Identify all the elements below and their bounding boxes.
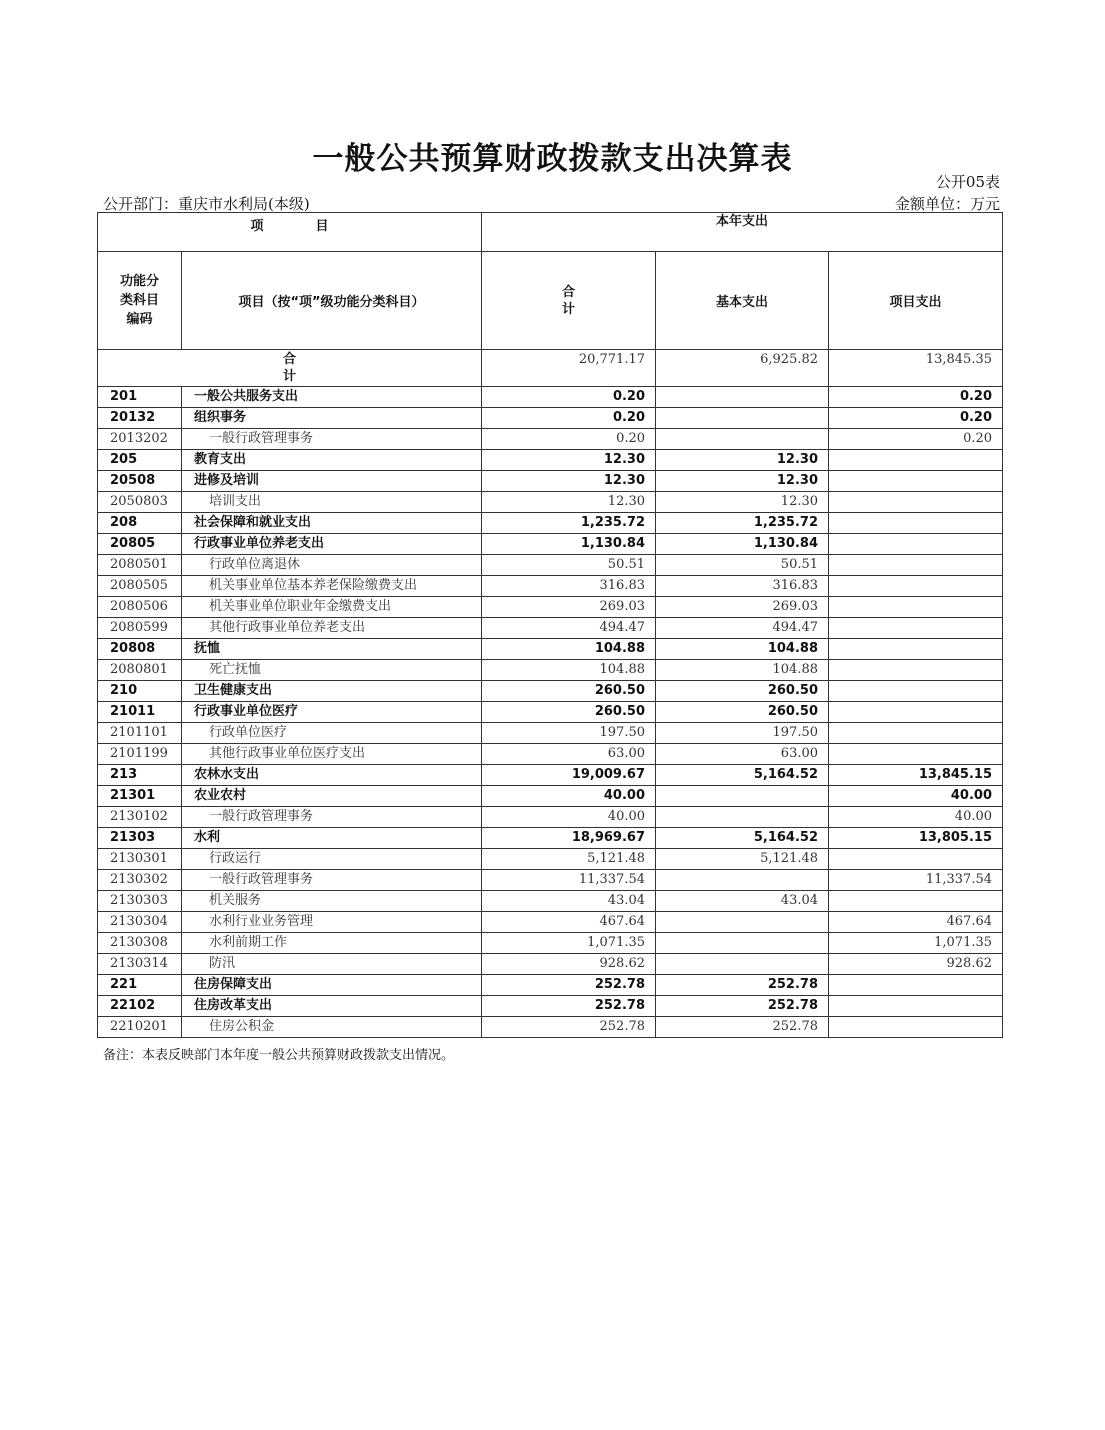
row-project: 40.00	[829, 786, 1003, 807]
row-name: 农林水支出	[182, 765, 482, 786]
amount-unit-label: 金额单位：万元	[894, 195, 1000, 213]
row-project	[829, 597, 1003, 618]
table-row	[98, 870, 1003, 891]
row-project	[829, 723, 1003, 744]
row-project: 13,845.15	[829, 765, 1003, 786]
row-basic: 104.88	[656, 660, 829, 681]
row-name: 其他行政事业单位医疗支出	[182, 744, 482, 765]
row-name: 一般行政管理事务	[182, 807, 482, 828]
table-row	[98, 618, 1003, 639]
row-project	[829, 555, 1003, 576]
row-total: 260.50	[482, 681, 656, 702]
header-this-year	[482, 213, 1003, 252]
row-code: 2101199	[98, 744, 182, 765]
row-code: 2013202	[98, 429, 182, 450]
table-row	[98, 429, 1003, 450]
table-row	[98, 723, 1003, 744]
row-code: 2130304	[98, 912, 182, 933]
row-total: 50.51	[482, 555, 656, 576]
row-project	[829, 975, 1003, 996]
row-code: 2080501	[98, 555, 182, 576]
expenditure-table	[97, 212, 1003, 1038]
row-total: 40.00	[482, 786, 656, 807]
row-basic: 252.78	[656, 996, 829, 1017]
row-code: 2080599	[98, 618, 182, 639]
header-basic-label: 基本支出	[716, 295, 769, 310]
row-project: 0.20	[829, 387, 1003, 408]
table-row	[98, 765, 1003, 786]
header-total	[482, 252, 656, 350]
row-total: 40.00	[482, 807, 656, 828]
row-basic	[656, 912, 829, 933]
header-name-label: 项目（按“项”级功能分类科目）	[238, 295, 425, 310]
row-basic	[656, 870, 829, 891]
row-total: 1,071.35	[482, 933, 656, 954]
row-total: 43.04	[482, 891, 656, 912]
table-row	[98, 849, 1003, 870]
row-total: 316.83	[482, 576, 656, 597]
total-label: 合计	[282, 352, 296, 384]
header-project-label: 项 目	[250, 219, 329, 234]
row-basic: 260.50	[656, 681, 829, 702]
row-basic: 197.50	[656, 723, 829, 744]
row-basic: 1,235.72	[656, 513, 829, 534]
row-total: 0.20	[482, 429, 656, 450]
table-row	[98, 744, 1003, 765]
table-row	[98, 576, 1003, 597]
row-name: 行政单位医疗	[182, 723, 482, 744]
header-basic	[656, 252, 829, 350]
row-code: 2130301	[98, 849, 182, 870]
row-name: 一般公共服务支出	[182, 387, 482, 408]
row-project: 11,337.54	[829, 870, 1003, 891]
header-row-2	[98, 252, 1003, 350]
row-basic: 104.88	[656, 639, 829, 660]
table-row	[98, 534, 1003, 555]
table-row	[98, 555, 1003, 576]
row-basic: 5,121.48	[656, 849, 829, 870]
table-row	[98, 1017, 1003, 1038]
row-basic: 12.30	[656, 471, 829, 492]
table-row	[98, 807, 1003, 828]
row-name: 进修及培训	[182, 471, 482, 492]
table-row	[98, 513, 1003, 534]
row-basic	[656, 429, 829, 450]
department-label: 公开部门：重庆市水利局(本级)	[103, 195, 310, 213]
table-row	[98, 954, 1003, 975]
row-basic: 269.03	[656, 597, 829, 618]
row-basic: 12.30	[656, 450, 829, 471]
row-total: 269.03	[482, 597, 656, 618]
row-project	[829, 891, 1003, 912]
row-code: 22102	[98, 996, 182, 1017]
row-basic: 5,164.52	[656, 828, 829, 849]
row-code: 205	[98, 450, 182, 471]
row-name: 水利前期工作	[182, 933, 482, 954]
row-code: 213	[98, 765, 182, 786]
row-basic: 494.47	[656, 618, 829, 639]
row-code: 210	[98, 681, 182, 702]
row-total: 494.47	[482, 618, 656, 639]
total-project: 13,845.35	[829, 350, 1003, 387]
row-project	[829, 1017, 1003, 1038]
row-project	[829, 849, 1003, 870]
row-project	[829, 702, 1003, 723]
row-total: 12.30	[482, 471, 656, 492]
row-basic: 252.78	[656, 1017, 829, 1038]
row-code: 20508	[98, 471, 182, 492]
row-project	[829, 450, 1003, 471]
row-basic	[656, 387, 829, 408]
table-row	[98, 492, 1003, 513]
row-project: 0.20	[829, 429, 1003, 450]
row-name: 防汛	[182, 954, 482, 975]
row-code: 21011	[98, 702, 182, 723]
row-name: 社会保障和就业支出	[182, 513, 482, 534]
row-name: 机关事业单位基本养老保险缴费支出	[182, 576, 482, 597]
row-total: 252.78	[482, 975, 656, 996]
row-code: 2080505	[98, 576, 182, 597]
table-row	[98, 702, 1003, 723]
row-basic: 43.04	[656, 891, 829, 912]
row-name: 行政运行	[182, 849, 482, 870]
row-total: 252.78	[482, 996, 656, 1017]
row-code: 2130308	[98, 933, 182, 954]
row-project	[829, 996, 1003, 1017]
table-row	[98, 996, 1003, 1017]
row-total: 12.30	[482, 450, 656, 471]
total-amount: 20,771.17	[482, 350, 656, 387]
total-label-cell	[98, 350, 482, 387]
row-project: 0.20	[829, 408, 1003, 429]
row-name: 行政单位离退休	[182, 555, 482, 576]
row-total: 1,235.72	[482, 513, 656, 534]
row-name: 一般行政管理事务	[182, 429, 482, 450]
row-basic	[656, 786, 829, 807]
row-code: 221	[98, 975, 182, 996]
row-project	[829, 660, 1003, 681]
row-total: 1,130.84	[482, 534, 656, 555]
total-row	[98, 350, 1003, 387]
row-code: 208	[98, 513, 182, 534]
row-name: 抚恤	[182, 639, 482, 660]
row-basic	[656, 408, 829, 429]
row-code: 2130303	[98, 891, 182, 912]
row-name: 一般行政管理事务	[182, 870, 482, 891]
row-project	[829, 576, 1003, 597]
table-row	[98, 933, 1003, 954]
header-this-year-label: 本年支出	[716, 214, 769, 229]
row-project: 13,805.15	[829, 828, 1003, 849]
row-project	[829, 618, 1003, 639]
row-name: 行政事业单位医疗	[182, 702, 482, 723]
row-code: 2080506	[98, 597, 182, 618]
row-total: 467.64	[482, 912, 656, 933]
row-project	[829, 534, 1003, 555]
row-code: 2210201	[98, 1017, 182, 1038]
row-name: 行政事业单位养老支出	[182, 534, 482, 555]
table-row	[98, 975, 1003, 996]
row-total: 104.88	[482, 639, 656, 660]
table-row	[98, 471, 1003, 492]
row-code: 2101101	[98, 723, 182, 744]
row-total: 260.50	[482, 702, 656, 723]
table-row	[98, 891, 1003, 912]
row-project: 467.64	[829, 912, 1003, 933]
row-name: 机关事业单位职业年金缴费支出	[182, 597, 482, 618]
row-name: 组织事务	[182, 408, 482, 429]
table-row	[98, 786, 1003, 807]
row-total: 197.50	[482, 723, 656, 744]
row-code: 20805	[98, 534, 182, 555]
table-row	[98, 912, 1003, 933]
row-name: 死亡抚恤	[182, 660, 482, 681]
row-total: 104.88	[482, 660, 656, 681]
row-project	[829, 492, 1003, 513]
row-project	[829, 744, 1003, 765]
table-row	[98, 597, 1003, 618]
form-number: 公开05表	[935, 173, 1000, 191]
row-project: 928.62	[829, 954, 1003, 975]
table-row	[98, 387, 1003, 408]
row-name: 其他行政事业单位养老支出	[182, 618, 482, 639]
row-total: 63.00	[482, 744, 656, 765]
row-name: 水利	[182, 828, 482, 849]
row-basic	[656, 954, 829, 975]
header-project-exp	[829, 252, 1003, 350]
row-basic: 50.51	[656, 555, 829, 576]
row-name: 水利行业业务管理	[182, 912, 482, 933]
row-total: 0.20	[482, 408, 656, 429]
row-basic: 5,164.52	[656, 765, 829, 786]
row-name: 住房保障支出	[182, 975, 482, 996]
row-code: 2130302	[98, 870, 182, 891]
header-project	[98, 213, 482, 252]
row-total: 252.78	[482, 1017, 656, 1038]
table-row	[98, 660, 1003, 681]
page-title: 一般公共预算财政拨款支出决算表	[312, 141, 793, 177]
row-code: 2130102	[98, 807, 182, 828]
row-total: 19,009.67	[482, 765, 656, 786]
total-basic: 6,925.82	[656, 350, 829, 387]
row-name: 住房改革支出	[182, 996, 482, 1017]
row-basic	[656, 933, 829, 954]
header-row-1	[98, 213, 1003, 252]
table-row	[98, 639, 1003, 660]
row-basic: 316.83	[656, 576, 829, 597]
row-basic: 252.78	[656, 975, 829, 996]
row-code: 201	[98, 387, 182, 408]
row-name: 培训支出	[182, 492, 482, 513]
row-name: 机关服务	[182, 891, 482, 912]
row-total: 0.20	[482, 387, 656, 408]
row-total: 18,969.67	[482, 828, 656, 849]
row-total: 5,121.48	[482, 849, 656, 870]
row-basic: 12.30	[656, 492, 829, 513]
footnote: 备注：本表反映部门本年度一般公共预算财政拨款支出情况。	[103, 1048, 455, 1063]
row-project	[829, 639, 1003, 660]
row-total: 11,337.54	[482, 870, 656, 891]
row-total: 12.30	[482, 492, 656, 513]
row-name: 教育支出	[182, 450, 482, 471]
table-row	[98, 408, 1003, 429]
table-row	[98, 450, 1003, 471]
row-total: 928.62	[482, 954, 656, 975]
row-project	[829, 513, 1003, 534]
row-project	[829, 681, 1003, 702]
row-basic: 63.00	[656, 744, 829, 765]
header-name	[182, 252, 482, 350]
header-code	[98, 252, 182, 350]
table-row	[98, 828, 1003, 849]
row-code: 21301	[98, 786, 182, 807]
table-row	[98, 681, 1003, 702]
row-project: 1,071.35	[829, 933, 1003, 954]
row-code: 20132	[98, 408, 182, 429]
row-name: 卫生健康支出	[182, 681, 482, 702]
row-project: 40.00	[829, 807, 1003, 828]
row-code: 20808	[98, 639, 182, 660]
row-basic: 1,130.84	[656, 534, 829, 555]
row-code: 2130314	[98, 954, 182, 975]
row-basic	[656, 807, 829, 828]
row-project	[829, 471, 1003, 492]
row-name: 农业农村	[182, 786, 482, 807]
header-code-label: 功能分类科目编码	[119, 274, 159, 327]
row-code: 2050803	[98, 492, 182, 513]
header-project-exp-label: 项目支出	[889, 295, 942, 310]
row-name: 住房公积金	[182, 1017, 482, 1038]
row-code: 21303	[98, 828, 182, 849]
header-total-label: 合计	[562, 284, 576, 317]
row-code: 2080801	[98, 660, 182, 681]
row-basic: 260.50	[656, 702, 829, 723]
